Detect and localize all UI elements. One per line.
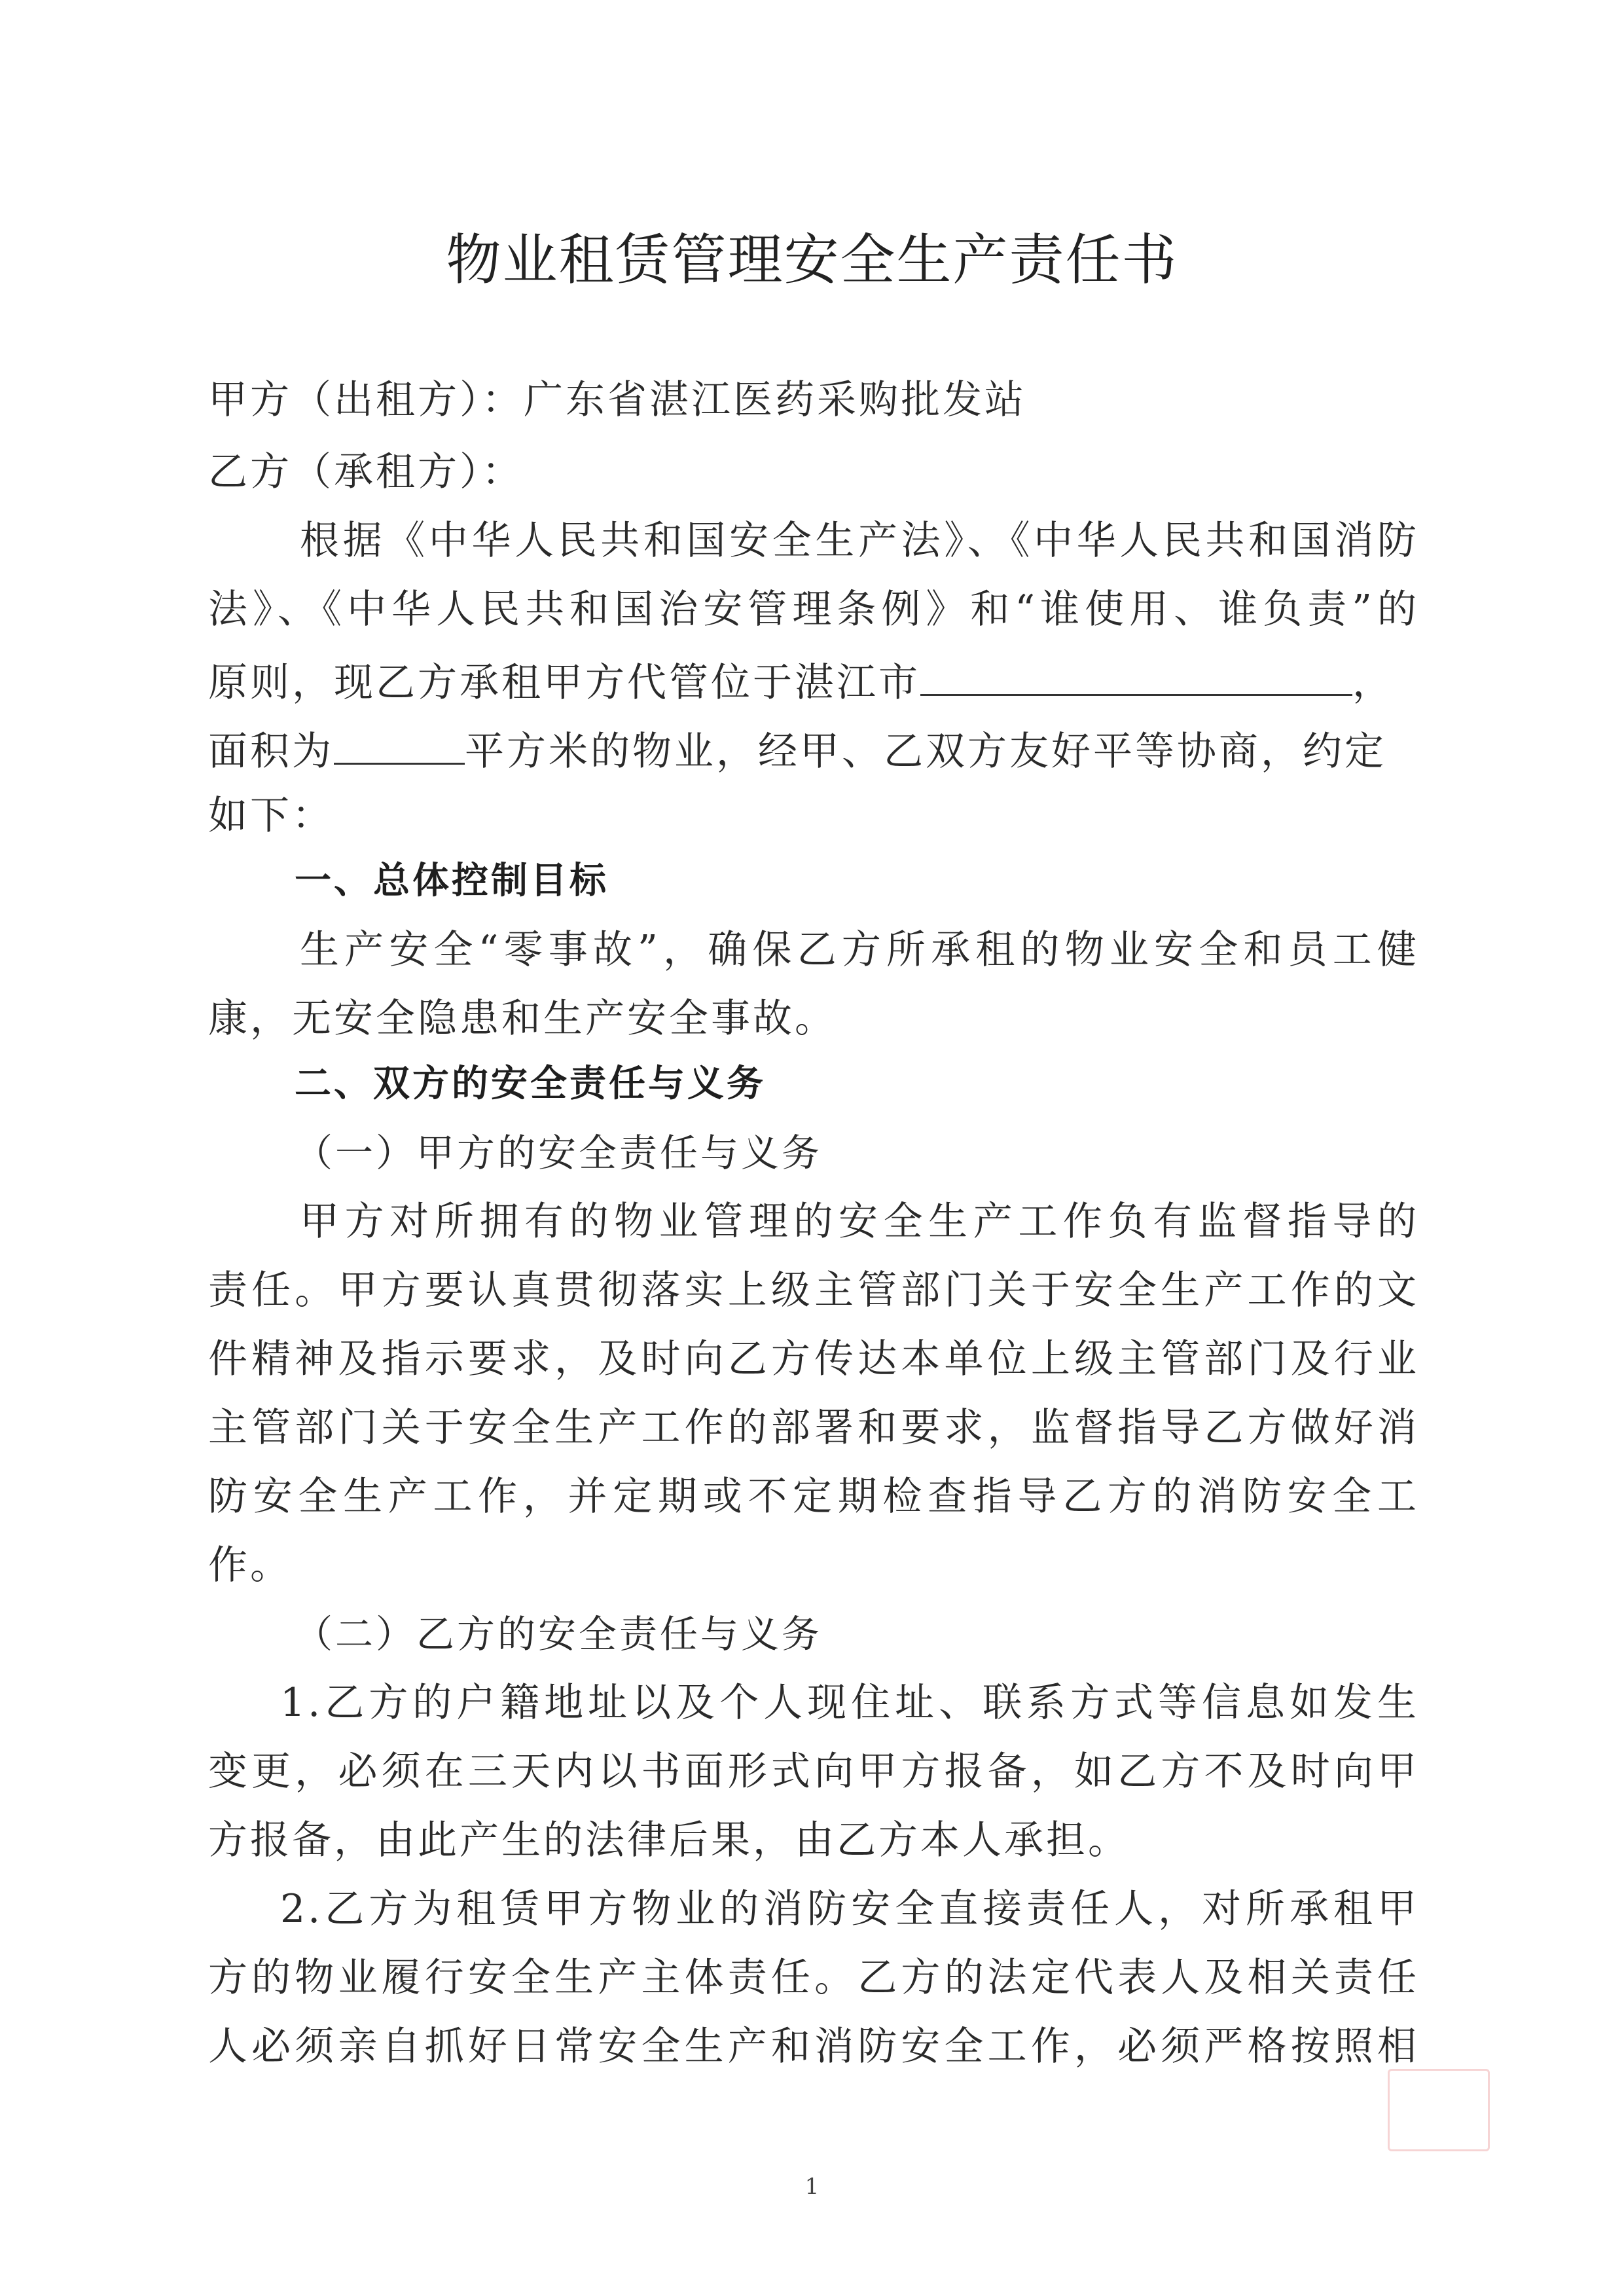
section-1-heading: 一、总体控制目标 <box>295 860 609 902</box>
party-a-line: 甲方（出租方）：广东省湛江医药采购批发站 <box>208 377 1026 423</box>
item-1-line-3: 方报备，由此产生的法律后果，由乙方本人承担。 <box>208 1817 1130 1863</box>
subsection-2-heading: （二）乙方的安全责任与义务 <box>295 1612 823 1656</box>
subsection-1-heading: （一）甲方的安全责任与义务 <box>295 1131 823 1175</box>
subsection-1-line-6: 作。 <box>208 1542 292 1588</box>
intro-line-3 <box>208 655 1419 706</box>
intro-line-1: 根据《中华人民共和国安全生产法》、《中华人民共和国消防 <box>300 518 1419 564</box>
intro-line-5: 如下： <box>208 793 334 839</box>
area-blank[interactable] <box>334 723 465 765</box>
party-b-line: 乙方（承租方）： <box>208 449 524 495</box>
intro-line-3-text: 原则，现乙方承租甲方代管位于湛江市 <box>208 660 920 706</box>
subsection-1-line-3: 件精神及指示要求，及时向乙方传达本单位上级主管部门及行业 <box>208 1336 1419 1382</box>
subsection-1-line-5: 防安全生产工作，并定期或不定期检查指导乙方的消防安全工 <box>208 1474 1419 1520</box>
section-2-heading: 二、双方的安全责任与义务 <box>295 1063 766 1105</box>
address-blank[interactable] <box>920 655 1352 696</box>
subsection-1-line-4: 主管部门关于安全生产工作的部署和要求，监督指导乙方做好消 <box>208 1405 1419 1451</box>
item-2-line-1: 2.乙方为租赁甲方物业的消防安全直接责任人，对所承租甲 <box>280 1886 1419 1932</box>
intro-line-2: 法》、《中华人民共和国治安管理条例》和“谁使用、谁负责”的 <box>208 587 1419 632</box>
intro-line-3-comma: ， <box>1352 660 1394 706</box>
subsection-1-line-2: 责任。甲方要认真贯彻落实上级主管部门关于安全生产工作的文 <box>208 1267 1419 1313</box>
section-1-line-2: 康，无安全隐患和生产安全事故。 <box>208 996 837 1042</box>
intro-line-4 <box>208 723 1419 775</box>
intro-line-4-text-b: 平方米的物业，经甲、乙双方友好平等协商，约定 <box>465 729 1386 774</box>
page-number: 1 <box>804 2174 820 2200</box>
item-2-line-2: 方的物业履行安全生产主体责任。乙方的法定代表人及相关责任 <box>208 1955 1419 2001</box>
document-title: 物业租赁管理安全生产责任书 <box>446 228 1178 292</box>
item-2-line-3: 人必须亲自抓好日常安全生产和消防安全工作，必须严格按照相 <box>208 2024 1419 2069</box>
seal-stamp-fragment <box>1388 2069 1490 2151</box>
section-1-line-1: 生产安全“零事故”，确保乙方所承租的物业安全和员工健 <box>300 927 1419 973</box>
intro-line-4-text-a: 面积为 <box>208 729 334 774</box>
item-1-line-2: 变更，必须在三天内以书面形式向甲方报备，如乙方不及时向甲 <box>208 1749 1419 1795</box>
item-1-line-1: 1.乙方的户籍地址以及个人现住址、联系方式等信息如发生 <box>280 1680 1419 1726</box>
subsection-1-line-1: 甲方对所拥有的物业管理的安全生产工作负有监督指导的 <box>300 1199 1419 1245</box>
